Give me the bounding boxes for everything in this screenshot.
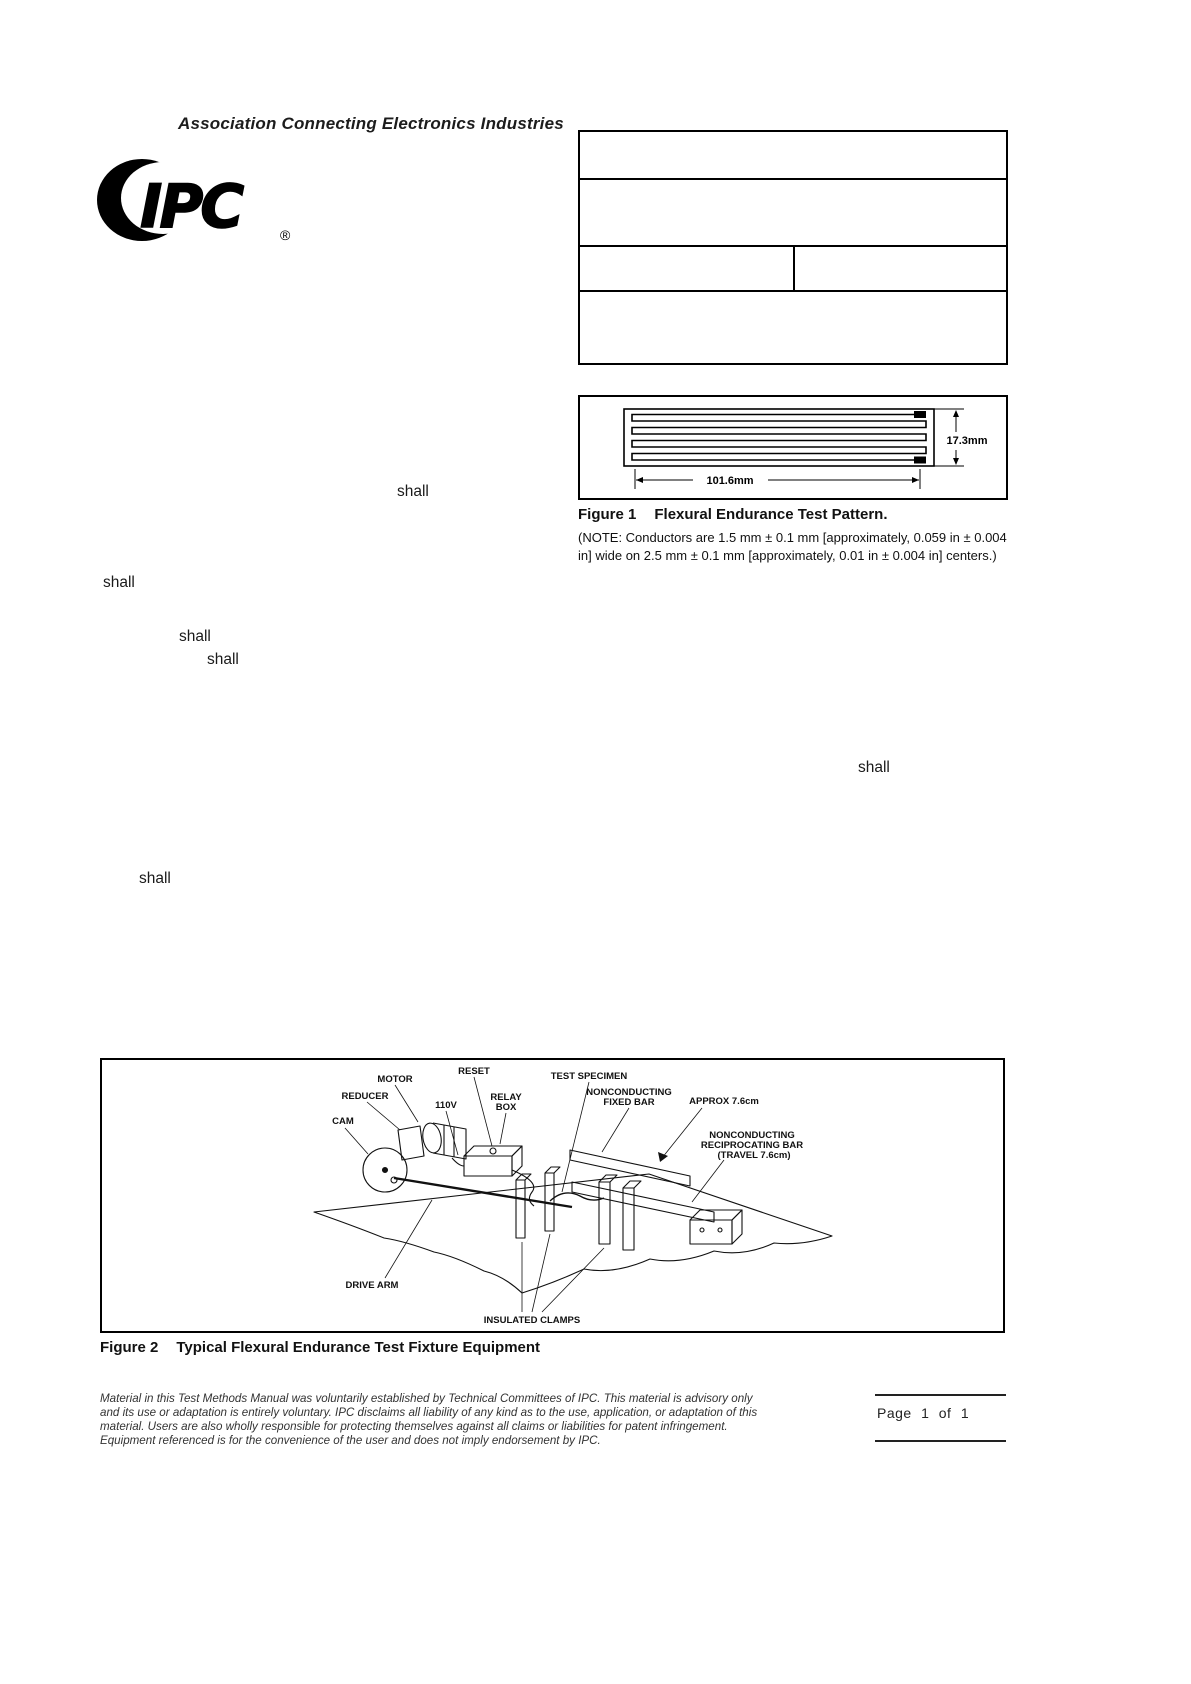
page-number-rule-bottom bbox=[875, 1440, 1006, 1442]
table-row-divider bbox=[580, 178, 1006, 180]
serpentine-trace bbox=[632, 415, 926, 461]
label-reducer: REDUCER bbox=[341, 1091, 389, 1102]
label-fixed-bar-line2: FIXED BAR bbox=[603, 1097, 655, 1108]
leader-lines bbox=[345, 1077, 724, 1312]
figure1-image bbox=[578, 395, 1008, 500]
figure2-caption bbox=[100, 1339, 540, 1356]
relay-box-side bbox=[512, 1146, 522, 1176]
body-word-shall: shall bbox=[103, 574, 135, 591]
figure1-caption bbox=[578, 506, 887, 523]
test-pattern-drawing bbox=[580, 397, 1006, 498]
page-number-rule-top bbox=[875, 1394, 1006, 1396]
arrowhead-right bbox=[912, 477, 919, 483]
ipc-logo bbox=[96, 153, 306, 248]
body-word-shall: shall bbox=[858, 759, 890, 776]
body-word-shall: shall bbox=[207, 651, 239, 668]
terminal-pad-top bbox=[914, 411, 926, 418]
table-column-divider bbox=[793, 245, 795, 292]
label-reset: RESET bbox=[458, 1066, 490, 1077]
approx-arrowhead bbox=[658, 1152, 668, 1162]
dimension-height-label: 17.3mm bbox=[946, 435, 988, 447]
end-block-side bbox=[732, 1210, 742, 1244]
page-number: Page 1 of 1 bbox=[877, 1405, 970, 1421]
motor-endcap bbox=[421, 1122, 444, 1155]
reset-button bbox=[490, 1148, 496, 1154]
label-recip-line3: (TRAVEL 7.6cm) bbox=[717, 1150, 791, 1161]
label-relay-line1: RELAY bbox=[490, 1092, 522, 1103]
figure1-caption-title: Flexural Endurance Test Pattern. bbox=[654, 506, 888, 523]
clamp-post bbox=[623, 1188, 634, 1250]
label-cam: CAM bbox=[332, 1116, 354, 1127]
label-insulated-clamps: INSULATED CLAMPS bbox=[483, 1315, 581, 1326]
label-voltage: 110V bbox=[435, 1100, 457, 1111]
clamp-post bbox=[599, 1182, 610, 1244]
figure1-caption-label: Figure 1 bbox=[578, 506, 637, 523]
reducer-box bbox=[398, 1126, 424, 1160]
arrowhead-down bbox=[953, 458, 959, 465]
figure1-note: (NOTE: Conductors are 1.5 mm ± 0.1 mm [approximately, 0.059 in ± 0.004 in] wide on 2.5 mm ± 0.1 mm [approximately, 0.01 in ± 0.004 in] centers.) bbox=[578, 530, 1007, 563]
association-tagline: Association Connecting Electronics Industries bbox=[178, 114, 564, 133]
label-recip-line1: NONCONDUCTING bbox=[709, 1130, 795, 1141]
label-drive-arm: DRIVE ARM bbox=[345, 1280, 399, 1291]
label-test-specimen: TEST SPECIMEN bbox=[550, 1071, 628, 1082]
footer-disclaimer: Material in this Test Methods Manual was voluntarily established by Technical Committees of IPC. This material is advisory only and its use or adaptation is entirely voluntary. IPC disclaims all liability of any kind as to the use, application, or adaptation of this material. Users are also wholly responsible for protecting themselves against all claims or liabilities for patent infringement. Equipment referenced is for the convenience of the user and does not imply endorsement by IPC. bbox=[100, 1392, 758, 1447]
fixture-drawing bbox=[102, 1060, 1003, 1331]
body-word-shall: shall bbox=[179, 628, 211, 645]
figure2-caption-title: Typical Flexural Endurance Test Fixture Equipment bbox=[176, 1339, 541, 1356]
fixture-labels bbox=[332, 1066, 803, 1326]
width-dimension bbox=[635, 469, 920, 489]
end-block-front bbox=[690, 1220, 732, 1244]
ipc-logo-graphic bbox=[96, 153, 306, 248]
specimen-outline bbox=[624, 409, 934, 466]
nonconducting-reciprocating-bar bbox=[572, 1182, 714, 1222]
label-fixed-bar-line1: NONCONDUCTING bbox=[586, 1087, 672, 1098]
label-relay-line2: BOX bbox=[495, 1102, 517, 1113]
body-word-shall: shall bbox=[397, 483, 429, 500]
figure2-image bbox=[100, 1058, 1005, 1333]
registered-trademark-symbol: ® bbox=[280, 227, 291, 243]
relay-box-front bbox=[464, 1156, 512, 1176]
body-word-shall: shall bbox=[139, 870, 171, 887]
figure2-caption-label: Figure 2 bbox=[100, 1339, 159, 1356]
terminal-pad-bottom bbox=[914, 457, 926, 464]
dimension-width-label: 101.6mm bbox=[706, 475, 754, 487]
label-motor: MOTOR bbox=[377, 1074, 413, 1085]
logo-ipc-text: IPC bbox=[140, 172, 242, 242]
arrowhead-left bbox=[636, 477, 643, 483]
label-recip-line2: RECIPROCATING BAR bbox=[700, 1140, 804, 1151]
header-info-table bbox=[578, 130, 1008, 365]
label-approx: APPROX 7.6cm bbox=[689, 1096, 759, 1107]
arrowhead-up bbox=[953, 410, 959, 417]
